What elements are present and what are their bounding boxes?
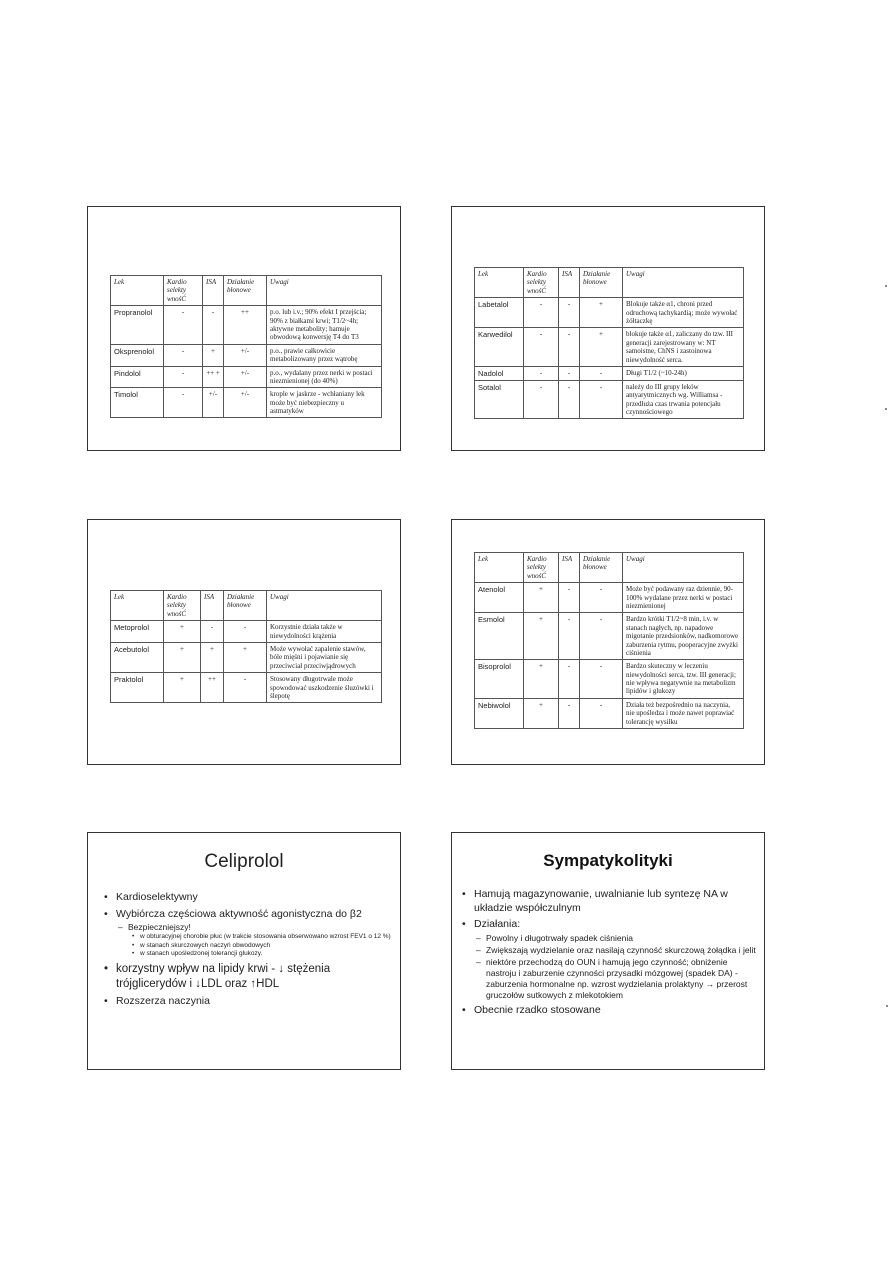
list-item: – Bezpieczniejszy!: [102, 922, 392, 933]
list-item: – niektóre przechodzą do OUN i hamują jego czynność; obniżenie nastroju i zaburzenie czynności przysadki mózgowej (spadek DA) - zaburzenia hormonalne np. wzrost wydzielania prolaktyny → przerost gruczołów sutkowych z mlekotokiem: [460, 957, 756, 1001]
header-membrane: Działanie błonowe: [580, 268, 623, 298]
slide-4: [451, 519, 765, 765]
header-cardio: Kardio selekty wnośĆ: [164, 591, 201, 621]
slide-5: [87, 832, 401, 1070]
table-row: Acebutolol + + + Może wywołać zapalenie stawów, bóle mięśni i pojawianie się przeciwciał przeciwjądrowych: [111, 642, 382, 672]
header-notes: Uwagi: [623, 268, 744, 298]
list-item: • Kardioselektywny: [102, 891, 392, 905]
table-row: Pindolol - ++ + +/- p.o., wydalany przez nerki w postaci niezmienionej (do 40%): [111, 366, 382, 388]
beta-blocker-table-1: [110, 275, 382, 418]
list-item: • korzystny wpływ na lipidy krwi - ↓ stężenia trójglicerydów i ↓LDL oraz ↑HDL: [102, 962, 392, 992]
table-row: Esmolol + - - Bardzo krótki T1/2~8 min, i.v. w stanach nagłych, np. napadowe migotanie przedsionków, nadkomorowe zaburzenia rytmu, pooperacyjne zwyżki ciśnienia: [475, 613, 744, 660]
header-drug: Lek: [111, 591, 164, 621]
table-row: Oksprenolol - + +/- p.o., prawie całkowicie metabolizowany przez wątrobę: [111, 344, 382, 366]
list-item: • Działania:: [460, 918, 756, 932]
header-membrane: Działanie błonowe: [224, 591, 267, 621]
table-row: Karwedilol - - + blokuje także α1, zaliczany do tzw. III generacji zarejestrowany w: NT samoistne, ChNS i zastoinowa niewydolność serca.: [475, 328, 744, 367]
header-cardio: Kardio selekty wnośĆ: [524, 553, 559, 583]
header-isa: ISA: [201, 591, 224, 621]
bullet-list: [102, 888, 392, 1008]
table-row: Labetalol - - + Blokuje także α1, chroni przed odruchową tachykardią; może wywołać żółtaczkę: [475, 298, 744, 328]
list-item: • w obturacyjnej chorobie płuc (w trakcie stosowania obserwowano wzrost FEV1 o 12 %): [102, 933, 392, 941]
list-item: • Rozszerza naczynia: [102, 995, 392, 1009]
slide-2: [451, 206, 765, 451]
slide-6: [451, 832, 765, 1070]
header-notes: Uwagi: [267, 276, 382, 306]
table-row: Sotalol - - - należy do III grupy leków antyarytmicznych wg. Williamsa - przedłuża czas trwania potencjału czynnościowego: [475, 380, 744, 419]
header-cardio: Kardio selekty wnośĆ: [164, 276, 203, 306]
list-item: • Wybiórcza częściowa aktywność agonistyczna do β2: [102, 908, 392, 922]
list-item: • w stanach upośledzonej tolerancji glukozy.: [102, 950, 392, 958]
table-row: Timolol - +/- +/- krople w jaskrze - wchłaniany lek może być niebezpieczny u astmatyków: [111, 388, 382, 418]
table-row: Metoprolol + - - Korzystnie działa także w niewydolności krążenia: [111, 621, 382, 643]
header-cardio: Kardio selekty wnośĆ: [524, 268, 559, 298]
header-drug: Lek: [111, 276, 164, 306]
header-drug: Lek: [475, 553, 524, 583]
beta-blocker-table-2: [474, 267, 744, 419]
list-item: • Hamują magazynowanie, uwalnianie lub syntezę NA w układzie współczulnym: [460, 888, 756, 915]
scan-speck: [885, 408, 887, 410]
header-isa: ISA: [559, 268, 580, 298]
slide-3: [87, 519, 401, 765]
scan-speck: [886, 1005, 888, 1007]
table-row: Atenolol + - - Może być podawany raz dziennie, 90-100% wydalane przez nerki w postaci niezmienionej: [475, 583, 744, 613]
header-membrane: Działanie błonowe: [580, 553, 623, 583]
table-row: Nadolol - - - Długi T1/2 (~10-24h): [475, 366, 744, 380]
beta-blocker-table-3: [110, 590, 382, 703]
slide-1: [87, 206, 401, 451]
table-row: Nebiwolol + - - Działa też bezpośrednio na naczynia, nie upośledza i może nawet poprawiać tolerancję wysiłku: [475, 698, 744, 728]
table-row: Propranolol - - ++ p.o. lub i.v.; 90% efekt I przejścia; 90% z białkami krwi; T1/2~4h; aktywne metabolity; hamuje obwodową konwersję T4 do T3: [111, 306, 382, 345]
slide-title: Celiprolol: [204, 851, 284, 872]
list-item: • w stanach skurczowych naczyń obwodowych: [102, 942, 392, 950]
list-item: – Zwiększają wydzielanie oraz nasilają czynność skurczową żołądka i jelit: [460, 945, 756, 956]
header-isa: ISA: [203, 276, 224, 306]
bullet-list: [460, 885, 756, 1018]
header-notes: Uwagi: [623, 553, 744, 583]
header-isa: ISA: [559, 553, 580, 583]
list-item: – Powolny i długotrwały spadek ciśnienia: [460, 933, 756, 944]
header-drug: Lek: [475, 268, 524, 298]
beta-blocker-table-4: [474, 552, 744, 729]
header-notes: Uwagi: [267, 591, 382, 621]
header-membrane: Działanie błonowe: [224, 276, 267, 306]
scan-speck: [885, 285, 887, 287]
table-row: Praktolol + ++ - Stosowany długotrwale może spowodować uszkodzenie śluzówki i ślepotę: [111, 673, 382, 703]
list-item: • Obecnie rzadko stosowane: [460, 1004, 756, 1018]
slide-title: Sympatykolityki: [543, 851, 673, 870]
table-row: Bisoprolol + - - Bardzo skuteczny w leczeniu niewydolności serca, tzw. III generacji; nie wpływa negatywnie na metabolizm lipidów i glukozy: [475, 660, 744, 699]
